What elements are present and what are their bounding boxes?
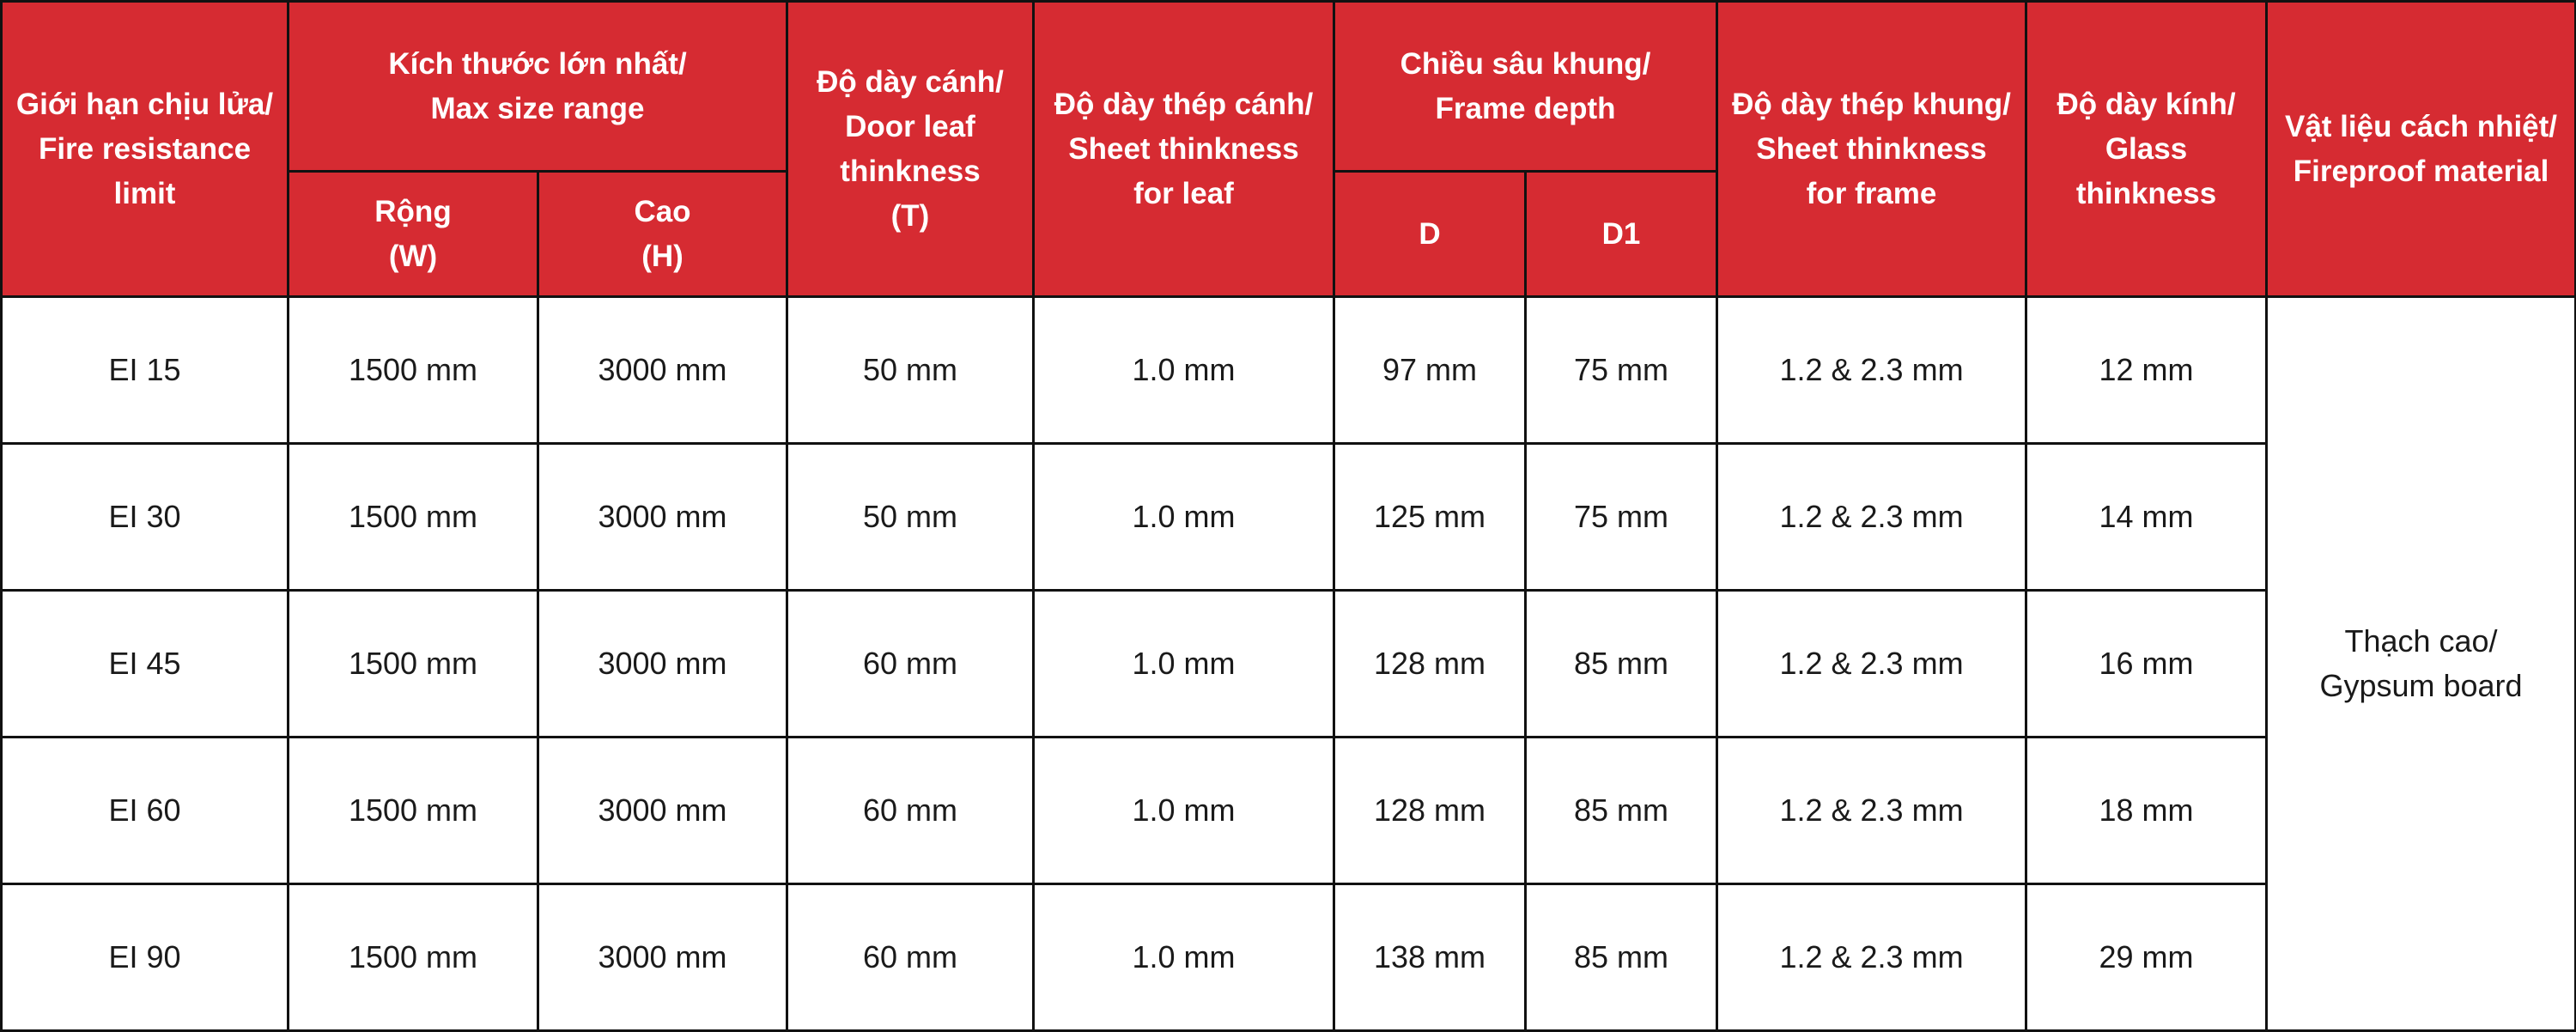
header-frame-depth: Chiều sâu khung/ Frame depth <box>1334 2 1717 172</box>
cell-limit: EI 90 <box>2 884 289 1031</box>
cell-limit: EI 60 <box>2 738 289 884</box>
cell-insulation-material: Thạch cao/ Gypsum board <box>2267 297 2576 1031</box>
cell-leaf-thickness: 50 mm <box>787 444 1034 591</box>
table-row <box>2 444 2576 591</box>
cell-sheet-leaf: 1.0 mm <box>1034 591 1334 738</box>
header-fire-resistance: Giới hạn chịu lửa/ Fire resistance limit <box>2 2 289 297</box>
cell-glass: 16 mm <box>2026 591 2267 738</box>
cell-d1: 85 mm <box>1526 591 1717 738</box>
cell-glass: 14 mm <box>2026 444 2267 591</box>
cell-height: 3000 mm <box>538 738 787 884</box>
cell-height: 3000 mm <box>538 444 787 591</box>
cell-width: 1500 mm <box>289 444 538 591</box>
cell-height: 3000 mm <box>538 591 787 738</box>
table-row <box>2 738 2576 884</box>
cell-d: 125 mm <box>1334 444 1526 591</box>
cell-limit: EI 15 <box>2 297 289 444</box>
cell-width: 1500 mm <box>289 884 538 1031</box>
cell-width: 1500 mm <box>289 591 538 738</box>
header-width: Rộng (W) <box>289 172 538 297</box>
cell-limit: EI 30 <box>2 444 289 591</box>
table-header <box>2 2 2576 297</box>
cell-sheet-leaf: 1.0 mm <box>1034 738 1334 884</box>
table-row <box>2 884 2576 1031</box>
cell-sheet-leaf: 1.0 mm <box>1034 444 1334 591</box>
header-insulation-material: Vật liệu cách nhiệt/ Fireproof material <box>2267 2 2576 297</box>
cell-height: 3000 mm <box>538 297 787 444</box>
header-sheet-frame: Độ dày thép khung/ Sheet thinkness for frame <box>1717 2 2026 297</box>
cell-d: 128 mm <box>1334 591 1526 738</box>
header-sheet-leaf: Độ dày thép cánh/ Sheet thinkness for leaf <box>1034 2 1334 297</box>
cell-d1: 75 mm <box>1526 297 1717 444</box>
cell-sheet-leaf: 1.0 mm <box>1034 884 1334 1031</box>
header-max-size: Kích thước lớn nhất/ Max size range <box>289 2 787 172</box>
cell-leaf-thickness: 60 mm <box>787 884 1034 1031</box>
cell-sheet-frame: 1.2 & 2.3 mm <box>1717 591 2026 738</box>
cell-d: 138 mm <box>1334 884 1526 1031</box>
header-leaf-thickness: Độ dày cánh/ Door leaf thinkness (T) <box>787 2 1034 297</box>
cell-leaf-thickness: 60 mm <box>787 591 1034 738</box>
cell-width: 1500 mm <box>289 297 538 444</box>
header-height: Cao (H) <box>538 172 787 297</box>
table-row <box>2 297 2576 444</box>
cell-sheet-frame: 1.2 & 2.3 mm <box>1717 297 2026 444</box>
cell-sheet-frame: 1.2 & 2.3 mm <box>1717 444 2026 591</box>
cell-d: 128 mm <box>1334 738 1526 884</box>
cell-leaf-thickness: 60 mm <box>787 738 1034 884</box>
cell-d1: 85 mm <box>1526 884 1717 1031</box>
table-body <box>2 297 2576 1031</box>
cell-glass: 29 mm <box>2026 884 2267 1031</box>
cell-glass: 18 mm <box>2026 738 2267 884</box>
cell-width: 1500 mm <box>289 738 538 884</box>
cell-d1: 85 mm <box>1526 738 1717 884</box>
header-d1: D1 <box>1526 172 1717 297</box>
cell-leaf-thickness: 50 mm <box>787 297 1034 444</box>
header-glass-thickness: Độ dày kính/ Glass thinkness <box>2026 2 2267 297</box>
cell-d1: 75 mm <box>1526 444 1717 591</box>
cell-sheet-frame: 1.2 & 2.3 mm <box>1717 738 2026 884</box>
header-row-1 <box>2 2 2576 172</box>
cell-height: 3000 mm <box>538 884 787 1031</box>
table-row <box>2 591 2576 738</box>
cell-limit: EI 45 <box>2 591 289 738</box>
cell-sheet-frame: 1.2 & 2.3 mm <box>1717 884 2026 1031</box>
header-d: D <box>1334 172 1526 297</box>
cell-d: 97 mm <box>1334 297 1526 444</box>
cell-glass: 12 mm <box>2026 297 2267 444</box>
cell-sheet-leaf: 1.0 mm <box>1034 297 1334 444</box>
